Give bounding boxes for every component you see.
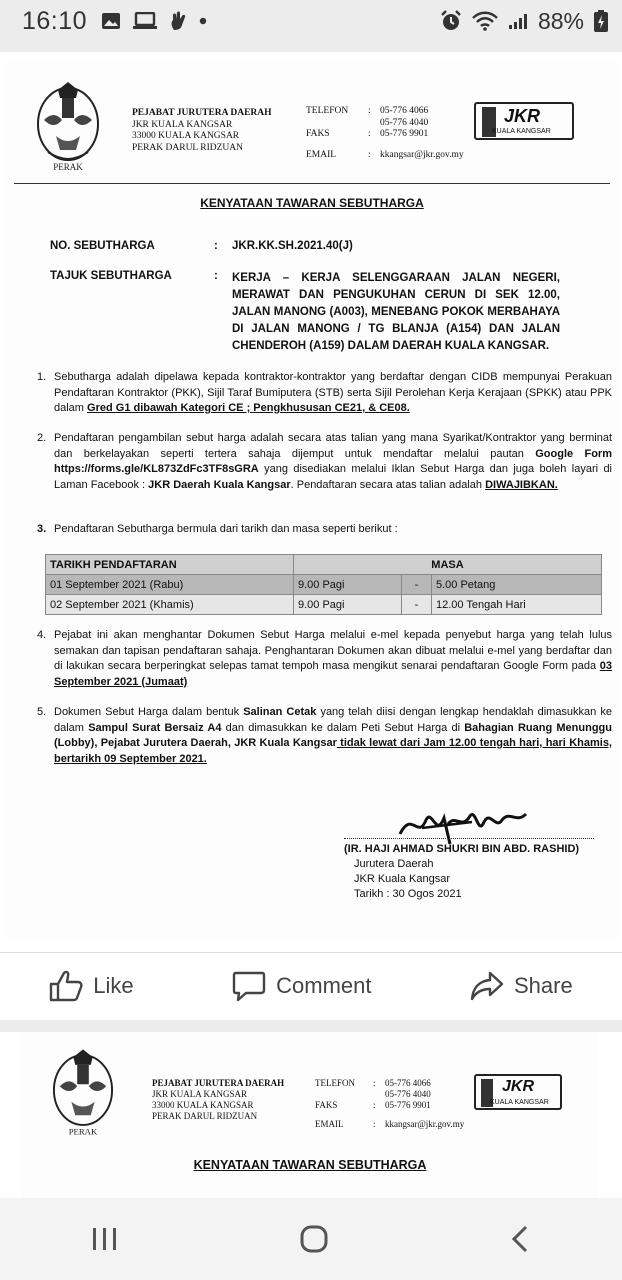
alarm-icon: [440, 10, 462, 32]
signer-office: JKR Kuala Kangsar: [354, 873, 450, 885]
hand-icon: [169, 11, 187, 31]
document-image-2[interactable]: [22, 1032, 598, 1198]
comment-button[interactable]: [232, 970, 371, 1002]
tajuk-sep: :: [214, 270, 218, 282]
signer-date: Tarikh : 30 Ogos 2021: [354, 888, 462, 900]
signer-name: (IR. HAJI AHMAD SHUKRI BIN ABD. RASHID): [344, 843, 580, 855]
crest-label: PERAK: [68, 1126, 98, 1137]
share-label: Share: [514, 972, 573, 998]
office-address: PEJABAT JURUTERA DAERAH JKR KUALA KANGSAR 33000 KUALA KANGSAR PERAK DARUL RIDZUAN: [152, 1078, 285, 1121]
signature-line: [344, 838, 594, 839]
office-line: JKR KUALA KANGSAR: [132, 119, 233, 130]
recent-apps-icon[interactable]: [90, 1226, 120, 1252]
share-button[interactable]: [470, 970, 573, 1002]
thumbs-up-icon: [49, 970, 83, 1002]
table-header: TARIKH PENDAFTARAN MASA: [46, 555, 602, 575]
jkr-logo: JKR KUALA KANGSAR: [474, 1074, 562, 1110]
no-value: JKR.KK.SH.2021.40(J): [232, 240, 353, 252]
google-form-link: Google Form https://forms.gle/KL873ZdFc3TF8sGRA: [54, 447, 612, 475]
office-line: PERAK DARUL RIDZUAN: [132, 142, 244, 153]
paragraph-3: 3. Pendaftaran Sebutharga bermula dari tarikh dan masa seperti berikut :: [37, 523, 398, 535]
system-nav-bar: [0, 1198, 622, 1280]
tajuk-label: TAJUK SEBUTHARGA: [50, 270, 172, 282]
document-title: KENYATAAN TAWARAN SEBUTHARGA: [193, 1158, 427, 1172]
back-icon[interactable]: [508, 1224, 532, 1254]
home-icon[interactable]: [299, 1224, 329, 1254]
share-icon: [470, 970, 504, 1002]
signer-title: Jurutera Daerah: [354, 858, 434, 870]
signal-icon: [508, 12, 528, 30]
signature-block: [344, 842, 579, 902]
post-card-2: [0, 1032, 622, 1198]
office-address: [132, 108, 272, 154]
perak-crest-icon: [36, 80, 100, 172]
office-line: PEJABAT JURUTERA DAERAH: [132, 108, 272, 118]
post-card: [0, 52, 622, 1020]
paragraph-2: 2. Pendaftaran pengambilan sebut harga adalah secara atas talian yang mana Syarikat/Kontraktor yang berminat dan berkelayakan seperti tertera sahaja dijemput untuk mendaftar melalui pautan Google Form https://forms.gle/KL873ZdFc3TF8sGRA yang disediakan melalui Iklan Sebut Harga dan juga boleh layari di Laman Facebook : JKR Daerah Kuala Kangsar. Pendaftaran secara atas talian adalah DIWAJIBKAN.: [37, 432, 612, 491]
document-image[interactable]: [6, 60, 618, 940]
contact-block: TELEFON : 05-776 4066 05-776 4040 FAKS : 05-776 9901 EMAIL : kkangsar@jkr.gov.my: [315, 1078, 465, 1129]
divider: [14, 183, 610, 184]
jkr-logo: [474, 102, 574, 140]
comment-icon: [232, 970, 266, 1002]
paragraph-4: 4. Pejabat ini akan menghantar Dokumen Sebut Harga melalui e-mel kepada penyebut harga yang telah lulus semakan dan tapisan pendaftaran sahaja. Penghantaran Dokumen akan dibuat melalui e-mel yang berdaftar dan di lakukan secara berperingkat selepas tamat tempoh masa mengikut senarai pendaftaran Google Form pada 03 September 2021 (Jumaat): [37, 629, 612, 688]
table-row: 02 September 2021 (Khamis) 9.00 Pagi - 12.00 Tengah Hari: [46, 595, 602, 615]
battery-percent: 88%: [537, 7, 584, 34]
no-label: NO. SEBUTHARGA: [50, 240, 155, 252]
like-label: Like: [93, 972, 134, 998]
office-line: 33000 KUALA KANGSAR: [132, 131, 240, 141]
document-title: KENYATAAN TAWARAN SEBUTHARGA: [200, 196, 424, 210]
no-sep: :: [214, 240, 218, 252]
laptop-icon: [133, 12, 157, 30]
table-row: 01 September 2021 (Rabu) 9.00 Pagi - 5.00 Petang: [46, 575, 602, 595]
registration-table: [45, 554, 602, 615]
contact-block: TELEFON : 05-776 4066 05-776 4040 FAKS : 05-776 9901 EMAIL : kkangsar@jkr.gov.my: [306, 106, 464, 160]
like-button[interactable]: [49, 970, 133, 1002]
jkr-logo-sub: KUALA KANGSAR: [492, 128, 551, 135]
comment-label: Comment: [276, 972, 372, 998]
tajuk-value: KERJA – KERJA SELENGGARAAN JALAN NEGERI, MERAWAT DAN PENGUKUHAN CERUN DI SEK 12.00, JALAN MANONG (A003), MENEBANG POKOK MERBAHAYA DI JALAN MANONG / TG BLANJA (A154) DAN JALAN CHENDEROH (A159) DALAM DAERAH KUALA KANGSAR.: [232, 272, 560, 352]
post-actions: [0, 952, 622, 1018]
status-bar: [0, 0, 622, 42]
paragraph-1: 1. Sebutharga adalah dipelawa kepada kontraktor-kontraktor yang berdaftar dengan CIDB mempunyai Perakuan Pendaftaran Kontraktor (PKK), Sijil Taraf Bumiputera (STB) serta Sijil Perolehan Kerja Kerajaan (SPKK) atau PPK dalam Gred G1 dibawah Kategori CE ; Pengkhususan CE21, & CE08.: [37, 371, 612, 414]
letterhead: [6, 60, 618, 180]
wifi-icon: [472, 11, 498, 31]
image-icon: [101, 12, 121, 30]
paragraph-5: 5. Dokumen Sebut Harga dalam bentuk Salinan Cetak yang telah diisi dengan lengkap hendaklah dimasukkan ke dalam Sampul Surat Bersaiz A4 dan dimasukkan ke dalam Peti Sebut Harga di Bahagian Ruang Menunggu (Lobby), Pejabat Jurutera Daerah, JKR Kuala Kangsar tidak lewat dari Jam 12.00 tengah hari, hari Khamis, bertarikh 09 September 2021.: [37, 706, 612, 765]
battery-icon: [594, 10, 608, 32]
dot-icon: [199, 17, 207, 25]
crest-label: PERAK: [53, 162, 83, 172]
perak-crest-icon: [52, 1046, 114, 1138]
status-time: 16:10: [22, 6, 88, 35]
jkr-logo-text: JKR: [504, 106, 541, 126]
signature-image: [392, 800, 532, 848]
